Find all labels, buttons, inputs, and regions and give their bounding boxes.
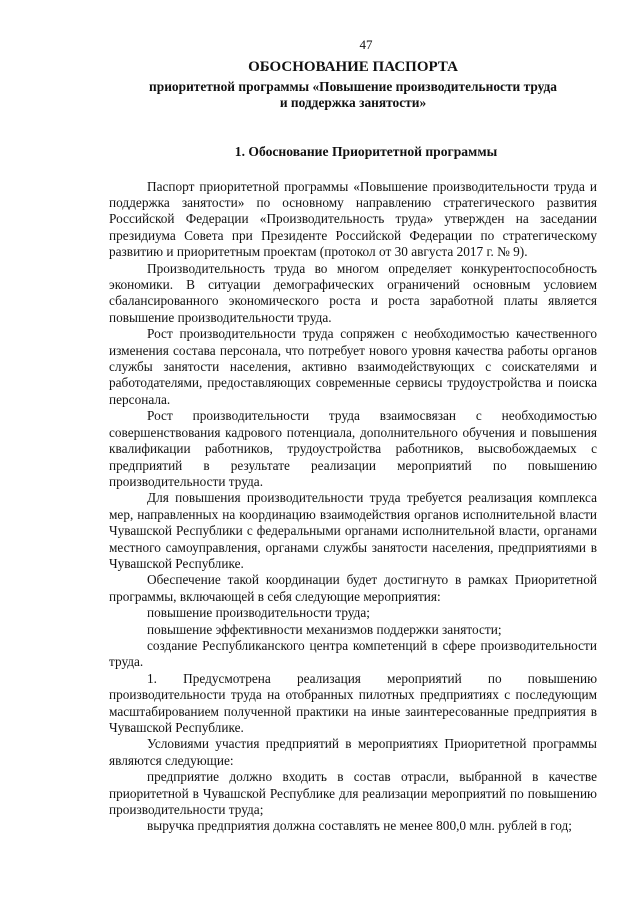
- list-item-competence-center: создание Республиканского центра компетенций в сфере производительности труда.: [109, 637, 597, 670]
- page-number: 47: [359, 37, 373, 52]
- paragraph-coordination-measures: Для повышения производительности труда требуется реализация комплекса мер, направленных на координацию взаимодействия органов исполнительной власти Чувашской Республики с федеральными органами исполнительной власти, органами местного самоуправления, органами службы занятости населения, предприятиями в Чувашской Республике.: [109, 490, 597, 571]
- list-item-productivity: повышение производительности труда;: [147, 605, 370, 621]
- document-subtitle-line-2: и поддержка занятости»: [279, 95, 427, 111]
- list-item-revenue-requirement: выручка предприятия должна составлять не менее 800,0 млн. рублей в год;: [147, 818, 573, 834]
- paragraph-personnel-change: Рост производительности труда сопряжен с необходимостью качественного изменения состава персонала, что потребует нового уровня качества работы органов службы занятости населения, активно взаимодействующих с соискателями и работодателями, предоставляющих современные сервисы трудоустройства и поиска персонала.: [109, 326, 597, 407]
- paragraph-productivity-competitiveness: Производительность труда во многом определяет конкурентоспособность экономики. В ситуации демографических ограничений основным условием сбалансированного экономического роста и роста заработной платы является повышение производительности труда.: [109, 260, 597, 325]
- paragraph-participation-conditions: Условиями участия предприятий в мероприятиях Приоритетной программы являются следующие:: [109, 736, 597, 768]
- paragraph-program-activities: Обеспечение такой координации будет достигнуто в рамках Приоритетной программы, включающей в себя следующие мероприятия:: [109, 572, 597, 604]
- paragraph-passport-approval: Паспорт приоритетной программы «Повышение производительности труда и поддержка занятости» по основному направлению стратегического развития Российской Федерации «Производительность труда» утвержден на заседании президиума Совета при Президенте Российской Федерации по стратегическому развитию и приоритетным проектам (протокол от 30 августа 2017 г. № 9).: [109, 178, 597, 260]
- document-title: ОБОСНОВАНИЕ ПАСПОРТА: [248, 59, 458, 75]
- document-subtitle-line-1: приоритетной программы «Повышение производительности труда: [149, 79, 557, 94]
- paragraph-personnel-potential: Рост производительности труда взаимосвязан с необходимостью совершенствования кадрового потенциала, дополнительного обучения и повышения квалификации работников, трудоустройства работников, высвобождаемых с предприятий в результате реализации мероприятий по повышению производительности труда.: [109, 408, 597, 489]
- paragraph-pilot-enterprises: 1. Предусмотрена реализация мероприятий по повышению производительности труда на отобранных пилотных предприятиях с последующим масштабированием полученной практики на иные заинтересованные предприятия в Чувашской Республике.: [109, 670, 597, 735]
- body-text: [109, 179, 597, 835]
- list-item-priority-industry: предприятие должно входить в состав отрасли, выбранной в качестве приоритетной в Чувашской Республике для реализации мероприятий по повышению производительности труда;: [109, 769, 597, 818]
- section-heading: 1. Обоснование Приоритетной программы: [234, 143, 498, 159]
- list-item-employment-support: повышение эффективности механизмов поддержки занятости;: [147, 621, 502, 637]
